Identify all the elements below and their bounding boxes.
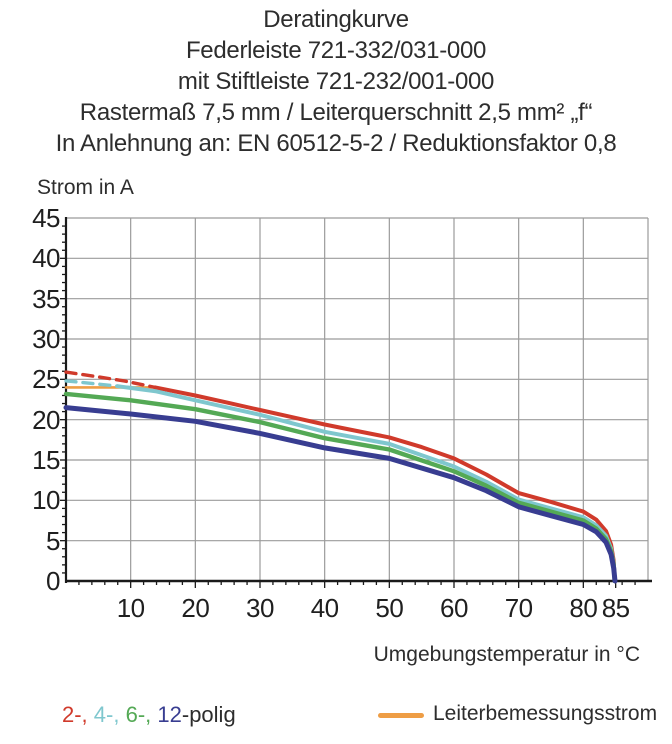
curve-6-polig <box>66 394 615 581</box>
legend-pole-span: 6-, <box>119 702 152 727</box>
x-tick-label: 40 <box>310 593 339 623</box>
y-tick-label: 10 <box>32 485 60 516</box>
y-tick-label: 5 <box>46 525 60 556</box>
x-tick-label: 70 <box>504 593 533 623</box>
legend-pole-span: -polig <box>181 702 236 727</box>
x-tick-label: 85 <box>601 593 630 623</box>
chart-subtitle-federleiste: Federleiste 721-332/031-000 <box>185 37 487 64</box>
chart-subtitle-stiftleiste: mit Stiftleiste 721-232/001-000 <box>177 68 495 95</box>
y-tick-label: 25 <box>32 364 60 395</box>
rated-current-label: Leiterbemessungsstrom <box>433 702 658 725</box>
x-tick-label: 10 <box>116 593 145 623</box>
y-tick-label: 30 <box>32 324 60 354</box>
chart-title: Deratingkurve <box>263 6 409 33</box>
legend-pole-span: 2-, <box>62 702 88 727</box>
x-tick-label: 50 <box>375 593 404 623</box>
y-tick-label: 35 <box>32 283 60 314</box>
x-tick-label: 60 <box>440 593 468 623</box>
legend-pole-span: 12 <box>151 702 182 727</box>
y-tick-label: 0 <box>46 566 60 596</box>
y-tick-label: 20 <box>32 404 60 435</box>
x-axis-title: Umgebungstemperatur in °C <box>373 643 640 666</box>
legend-poles <box>62 702 236 728</box>
legend-pole-span: 4-, <box>87 702 120 727</box>
y-tick-label: 40 <box>32 243 60 274</box>
y-tick-label: 45 <box>32 203 60 233</box>
chart-subtitle-norm: In Anlehnung an: EN 60512-5-2 / Reduktionsfaktor 0,8 <box>55 130 617 157</box>
rated-current-line-swatch <box>378 713 424 718</box>
legend <box>0 700 672 734</box>
y-axis-title: Strom in A <box>37 176 134 199</box>
x-tick-label: 80 <box>569 593 598 623</box>
curve-dashed-4-polig <box>66 381 118 386</box>
curve-4-polig <box>118 386 615 581</box>
x-tick-label: 30 <box>246 593 274 623</box>
chart-subtitle-rastermass: Rastermaß 7,5 mm / Leiterquerschnitt 2,5 mm² „f“ <box>79 99 593 126</box>
x-tick-label: 20 <box>181 593 210 623</box>
y-tick-label: 15 <box>32 445 60 475</box>
